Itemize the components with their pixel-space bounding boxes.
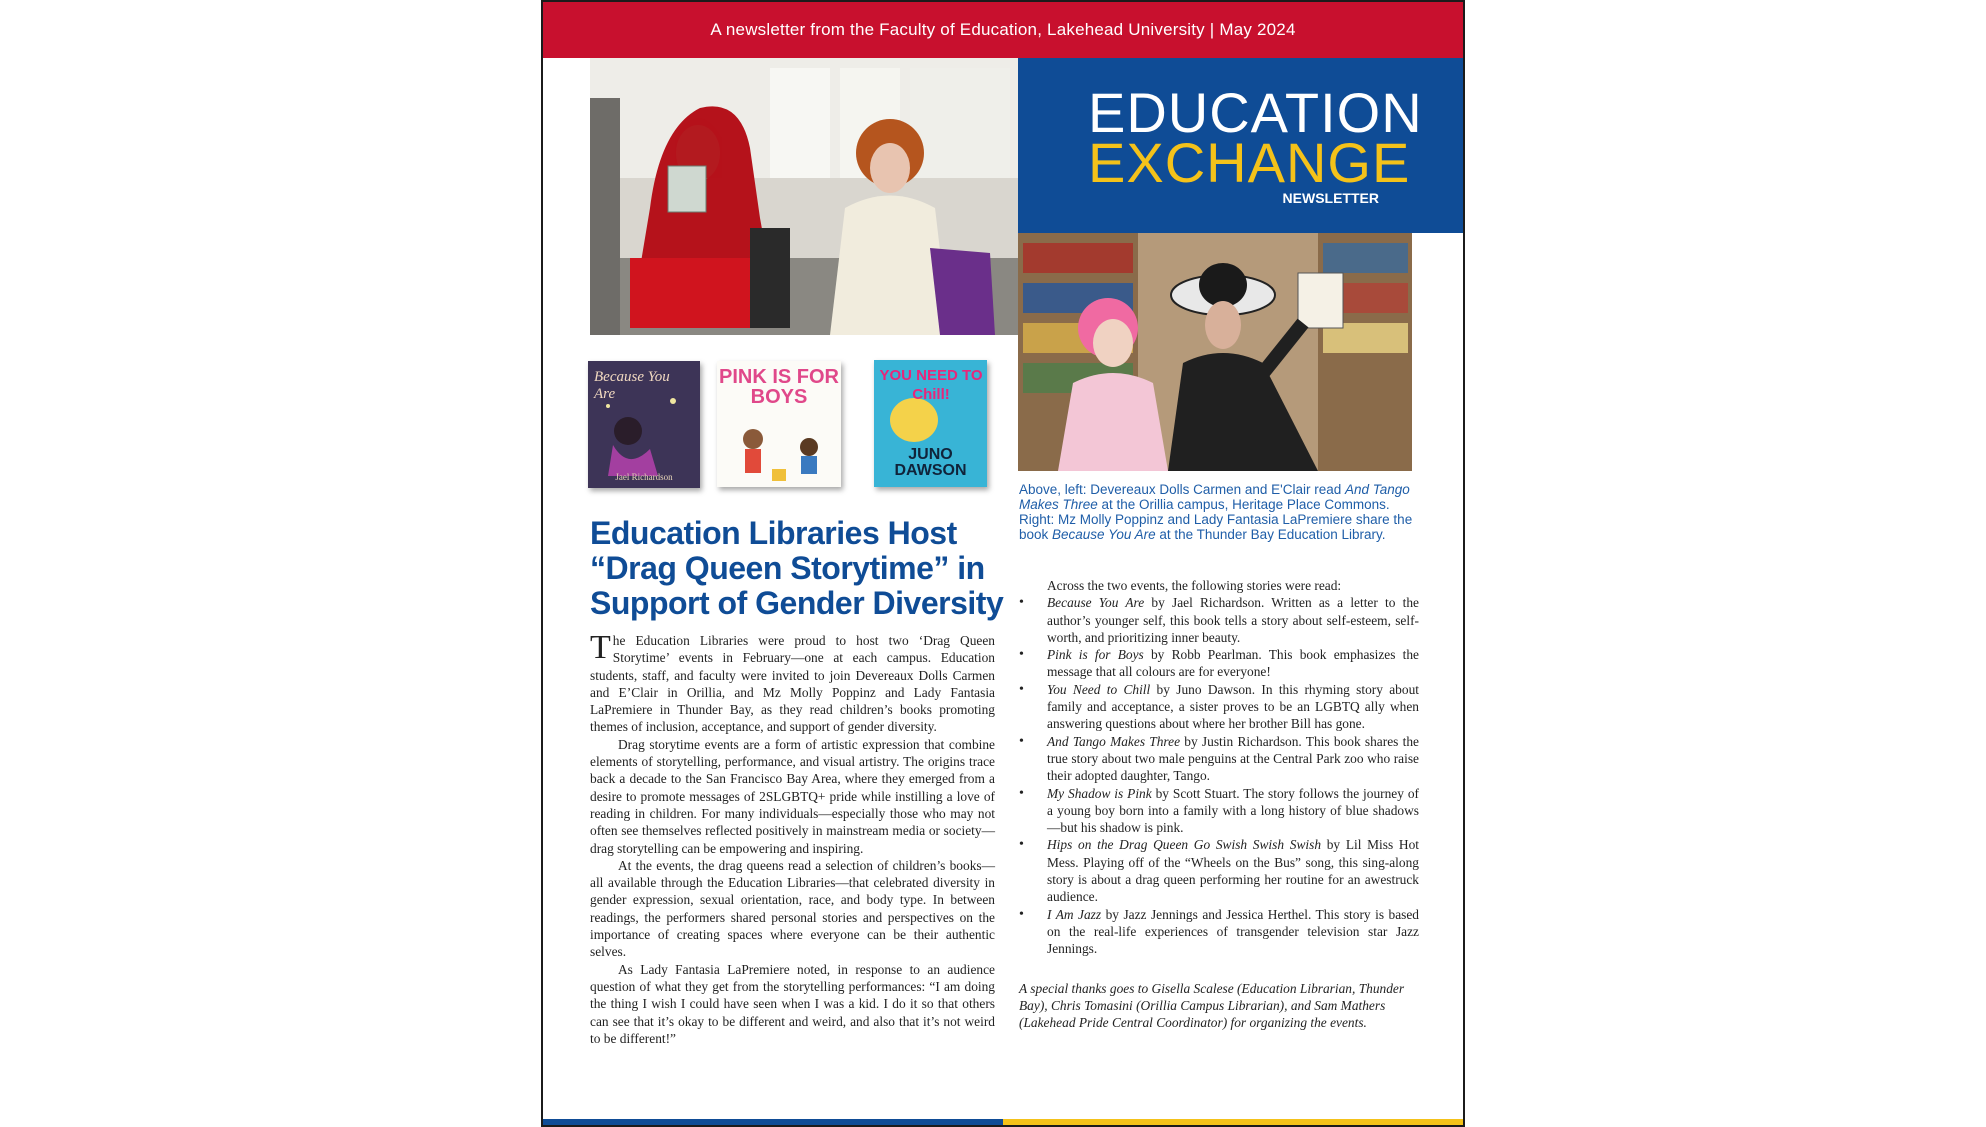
masthead-newsletter: NEWSLETTER bbox=[1282, 190, 1379, 206]
article-headline: Education Libraries Host “Drag Queen Storytime” in Support of Gender Diversity bbox=[590, 515, 1004, 621]
story-description: by Jazz Jennings and Jessica Herthel. This story is based on the real-life experiences of transgender television star Jazz Jennings. bbox=[1047, 906, 1419, 957]
list-item bbox=[1019, 646, 1419, 681]
list-item bbox=[1019, 681, 1419, 733]
story-description: by Juno Dawson. In this rhyming story about family and acceptance, a sister proves to be an LGBTQ ally when answering questions about where her brother Bill has gone. bbox=[1047, 681, 1419, 732]
masthead bbox=[1018, 58, 1465, 233]
photo-library-illustration bbox=[1018, 233, 1412, 471]
story-title: Pink is for Boys bbox=[1047, 647, 1144, 663]
newsletter-page bbox=[541, 0, 1465, 1127]
footer-stripe-gold bbox=[1003, 1119, 1463, 1125]
footer-stripe bbox=[543, 1119, 1463, 1125]
special-thanks: A special thanks goes to Gisella Scalese (Education Librarian, Thunder Bay), Chris Tomasini (Orillia Campus Librarian), and Sam Mathers (Lakehead Pride Central Coordinator) for organizing the events. bbox=[1019, 980, 1405, 1031]
caption-text-3: at the Thunder Bay Education Library. bbox=[1155, 527, 1386, 542]
story-description: by Jael Richardson. Written as a letter to the author’s younger self, this book tells a story about self-esteem, self-worth, and prioritizing inner beauty. bbox=[1047, 595, 1419, 645]
list-item bbox=[1019, 836, 1419, 905]
story-description: by Scott Stuart. The story follows the journey of a young boy born into a family with a long history of blue shadows—but his shadow is pink. bbox=[1047, 785, 1419, 836]
book-cover-because-you-are bbox=[588, 361, 700, 488]
story-description: by Lil Miss Hot Mess. Playing off of the “Wheels on the Bus” song, this sing-along story is about a drag queen performing her routine for an awestruck audience. bbox=[1047, 837, 1419, 905]
stories-list bbox=[1019, 594, 1419, 957]
article-paragraph-4: As Lady Fantasia LaPremiere noted, in response to an audience question of what they get from the storytelling performances: “I am doing the thing I wish I could have seen when I was a kid. I do it so that others can see that it’s okay to be different and weird, and also that it’s not weird to be different!” bbox=[590, 961, 995, 1046]
story-title: And Tango Makes Three bbox=[1047, 733, 1181, 749]
book-cover-pink-is-for-boys bbox=[717, 361, 841, 487]
story-title: Because You Are bbox=[1047, 595, 1145, 611]
list-item bbox=[1019, 733, 1419, 785]
footer-stripe-blue bbox=[543, 1119, 1003, 1125]
photo-caption bbox=[1019, 482, 1419, 542]
article-paragraph-3: At the events, the drag queens read a selection of children’s books—all available through the Education Libraries—that celebrated diversity in gender expression, sexual orientation, race, and body type. In between readings, the performers shared personal stories and perspectives on the importance of creating spaces where everyone can be their authentic selves. bbox=[590, 857, 995, 960]
story-description: by Robb Pearlman. This book emphasizes the message that all colours are for everyone! bbox=[1047, 647, 1419, 680]
book-title-because-you-are: Because You Are bbox=[594, 369, 670, 402]
masthead-education: EDUCATION bbox=[1088, 81, 1423, 144]
caption-italic-1: And Tango Makes Three bbox=[1019, 482, 1410, 512]
paragraph-1-text: he Education Libraries were proud to host two ‘Drag Queen Storytime’ events in February—one at each campus. Education students, staff, and faculty were invited to join Devereaux Dolls Carmen and E’Clair in Orillia, and Mz Molly Poppinz and Lady Fantasia LaPremiere in Thunder Bay, as they read children’s books promoting themes of inclusion, acceptance, and support of gender diversity. bbox=[590, 633, 995, 735]
drop-cap: T bbox=[590, 629, 611, 666]
list-item bbox=[1019, 594, 1419, 646]
caption-text-2: at the Orillia campus, Heritage Place Commons. Right: Mz Molly Poppinz and Lady Fantasia LaPremiere share the book bbox=[1019, 497, 1413, 542]
photo-orillia-illustration bbox=[590, 58, 1018, 335]
list-item bbox=[1019, 906, 1419, 958]
stories-column bbox=[1019, 577, 1419, 1045]
photo-thunder-bay-storytime bbox=[1018, 233, 1412, 471]
story-title: You Need to Chill bbox=[1047, 681, 1151, 697]
masthead-exchange: EXCHANGE bbox=[1088, 131, 1411, 194]
banner-text: A newsletter from the Faculty of Education, Lakehead University | May 2024 bbox=[710, 20, 1296, 39]
article-paragraph-2: Drag storytime events are a form of artistic expression that combine elements of storytelling, performance, and visual artistry. The origins trace back a decade to the San Francisco Bay Area, where they emerged from a desire to promote messages of 2SLGBTQ+ pride while instilling a love of reading in children. For many individuals—especially those who may not often see themselves reflected positively in mainstream media or society—drag storytelling can be empowering and inspiring. bbox=[590, 736, 995, 856]
caption-italic-2: Because You Are bbox=[1052, 527, 1156, 542]
story-title: I Am Jazz bbox=[1047, 906, 1102, 922]
story-title: Hips on the Drag Queen Go Swish Swish Swish bbox=[1047, 837, 1322, 853]
book-title-you-need-to-chill: YOU NEED TO Chill! bbox=[879, 367, 983, 403]
photo-orillia-storytime bbox=[590, 58, 1018, 335]
article-paragraph-1 bbox=[590, 629, 995, 736]
story-description: by Justin Richardson. This book shares the true story about two male penguins at the Central Park zoo who raise their adopted daughter, Tango. bbox=[1047, 733, 1419, 784]
list-item bbox=[1019, 785, 1419, 837]
book-author-you-need-to-chill: JUNO DAWSON bbox=[894, 446, 967, 479]
book-cover-you-need-to-chill bbox=[874, 360, 987, 487]
story-title: My Shadow is Pink bbox=[1047, 785, 1152, 801]
article-body bbox=[590, 629, 995, 1047]
header-banner bbox=[543, 2, 1463, 58]
book-author-because-you-are: Jael Richardson bbox=[615, 472, 673, 482]
stories-intro: Across the two events, the following stories were read: bbox=[1047, 578, 1342, 593]
book-title-pink-is-for-boys: PINK IS FOR BOYS bbox=[718, 366, 839, 408]
caption-text-1: Above, left: Devereaux Dolls Carmen and E'Clair read bbox=[1019, 482, 1345, 497]
